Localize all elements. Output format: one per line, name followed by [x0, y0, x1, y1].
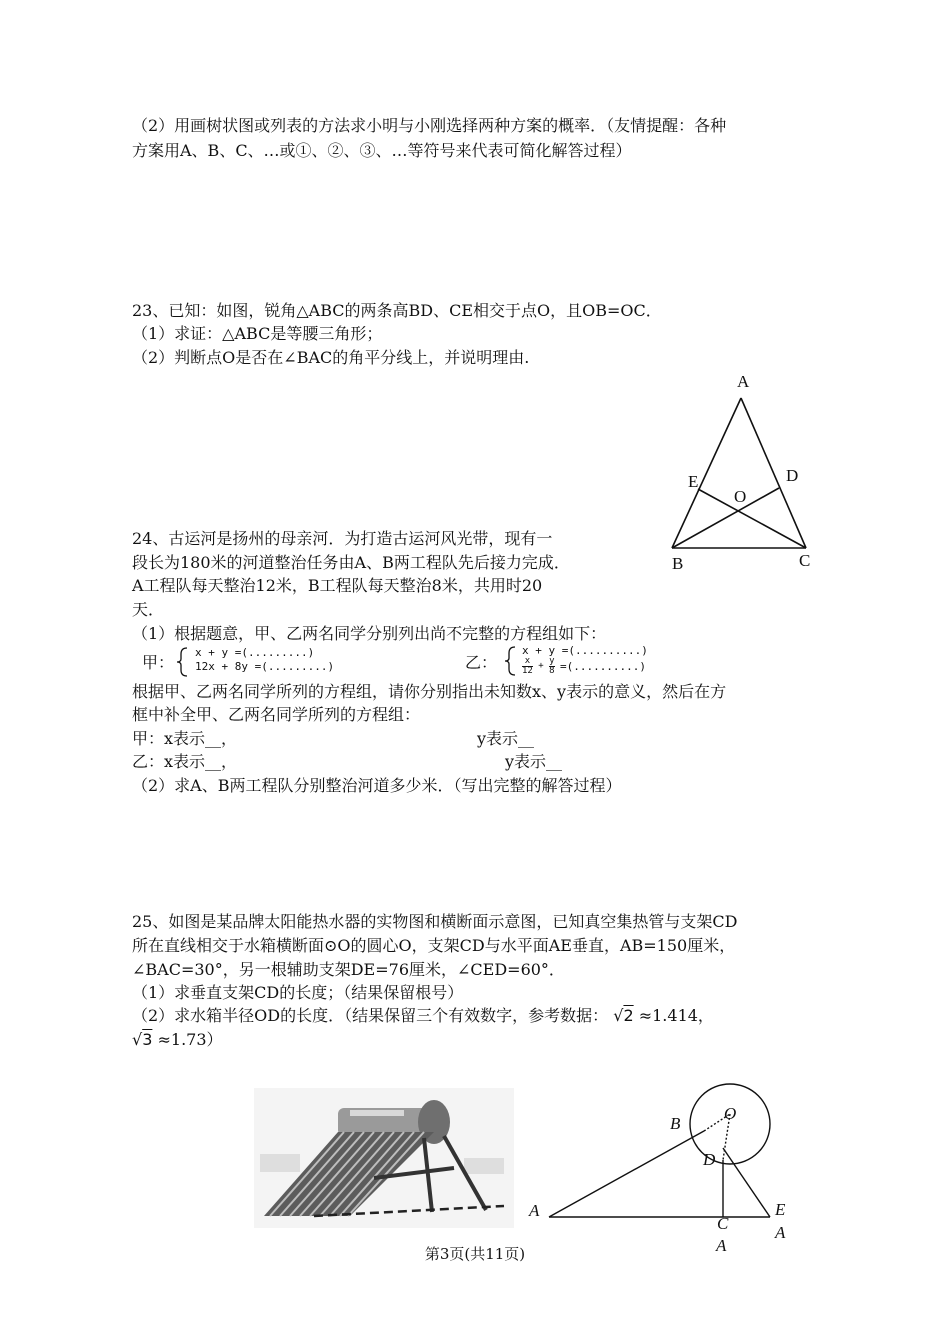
jia-y-meaning: y表示__ — [477, 729, 535, 748]
q24-line4: 天． — [132, 600, 165, 619]
q22-part2-line2: 方案用A、B、C、…或①、②、③、…等符号来代表可简化解答过程） — [132, 141, 632, 160]
yi-y-meaning: y表示__ — [505, 752, 563, 771]
sqrt2-radicand: 2 — [623, 1006, 634, 1025]
yi-label: 乙： — [465, 653, 498, 672]
cs-label-b: B — [670, 1114, 681, 1133]
page-footer: 第3页(共11页) — [424, 1245, 526, 1263]
support-de — [723, 1148, 770, 1217]
jia-eq1: x + y =(.........) — [195, 646, 315, 659]
tri-label-a: A — [737, 372, 750, 391]
cs-label-c: C — [717, 1214, 729, 1233]
tri-label-b: B — [672, 554, 684, 573]
sqrt2-value: ≈1.414， — [638, 1006, 714, 1025]
cs-label-o: O — [724, 1104, 737, 1123]
q22-part2-line1: （2）用画树状图或列表的方法求小明与小刚选择两种方案的概率．（友情提醒：各种 — [132, 116, 727, 135]
yi-eq1: x + y =(..........) — [522, 644, 648, 657]
q24-line2: 段长为180米的河道整治任务由A、B两工程队先后接力完成． — [132, 553, 570, 572]
sqrt3-radicand: 3 — [142, 1030, 153, 1049]
q23-part1: （1）求证：△ABC是等腰三角形； — [132, 324, 383, 343]
tri-label-c: C — [799, 551, 811, 570]
tri-label-o: O — [734, 487, 747, 506]
yi-eq2-12: 12 — [522, 666, 533, 676]
altitude-bd — [672, 488, 779, 548]
cs-label-a: A — [529, 1201, 540, 1220]
sqrt3-symbol: √3 — [132, 1030, 153, 1049]
cs-label-a3: A — [716, 1236, 727, 1255]
q24-line3: A工程队每天整治12米，B工程队每天整治8米，共用时20 — [132, 576, 543, 595]
cs-label-d: D — [703, 1150, 716, 1169]
solar-heater-photo — [254, 1088, 514, 1228]
q24-line6: 框中补全甲、乙两名同学所列的方程组： — [132, 705, 421, 724]
q25-line1: 25、如图是某品牌太阳能热水器的实物图和横断面示意图，已知真空集热管与支架CD — [132, 912, 738, 931]
q24-part2: （2）求A、B两工程队分别整治河道多少米．（写出完整的解答过程） — [132, 776, 622, 795]
side-ab — [672, 398, 741, 548]
sqrt2-symbol: √2 — [613, 1006, 634, 1025]
jia-label: 甲： — [142, 653, 175, 672]
q23-part2: （2）判断点O是否在∠BAC的角平分线上，并说明理由. — [132, 348, 530, 367]
q25-line3: ∠BAC=30°，另一根辅助支架DE=76厘米，∠CED=60°． — [132, 960, 565, 979]
q25-part2-text: （2）求水箱半径OD的长度．（结果保留三个有效数字，参考数据： — [132, 1006, 609, 1025]
q24-line5: 根据甲、乙两名同学所列的方程组，请你分别指出未知数x、y表示的意义，然后在方 — [132, 682, 727, 701]
yi-x-meaning: 乙：x表示__， — [132, 752, 238, 771]
q24-line1: 24、古运河是扬州的母亲河．为打造古运河风光带，现有一 — [132, 529, 553, 548]
q24-part1: （1）根据题意，甲、乙两名同学分别列出尚不完整的方程组如下： — [132, 624, 607, 643]
q25-line2: 所在直线相交于水箱横断面⊙O的圆心O，支架CD与水平面AE垂直，AB=150厘米， — [132, 936, 736, 955]
yi-eq2-8: 8 — [549, 666, 555, 676]
support-ab — [549, 1131, 704, 1217]
yi-eq2-y: y — [549, 656, 555, 666]
yi-eq2-x: x — [522, 657, 533, 667]
tank-circle-o — [690, 1084, 770, 1164]
q25-part2-cont — [132, 1029, 223, 1051]
tri-label-d: D — [786, 466, 799, 485]
jia-eq2: 12x + 8y =(.........) — [195, 660, 335, 673]
cs-label-e: E — [775, 1200, 786, 1219]
altitude-ce — [698, 489, 806, 548]
q25-part2 — [132, 1005, 714, 1027]
jia-x-meaning: 甲：x表示__， — [132, 729, 238, 748]
yi-eq2: $\frac{x}{12}$ + $\frac{y}{8}$ =(..........) — [522, 656, 647, 676]
yi-brace — [504, 646, 518, 676]
cs-label-a2: A — [775, 1223, 786, 1242]
tri-label-e: E — [688, 472, 699, 491]
sqrt3-value: ≈1.73） — [157, 1030, 223, 1049]
yi-eq2-rhs: =(..........) — [559, 660, 647, 673]
q23-stem: 23、已知：如图，锐角△ABC的两条高BD、CE相交于点O，且OB=OC． — [132, 301, 662, 320]
jia-brace — [176, 647, 190, 677]
q25-part1: （1）求垂直支架CD的长度；（结果保留根号） — [132, 983, 464, 1002]
